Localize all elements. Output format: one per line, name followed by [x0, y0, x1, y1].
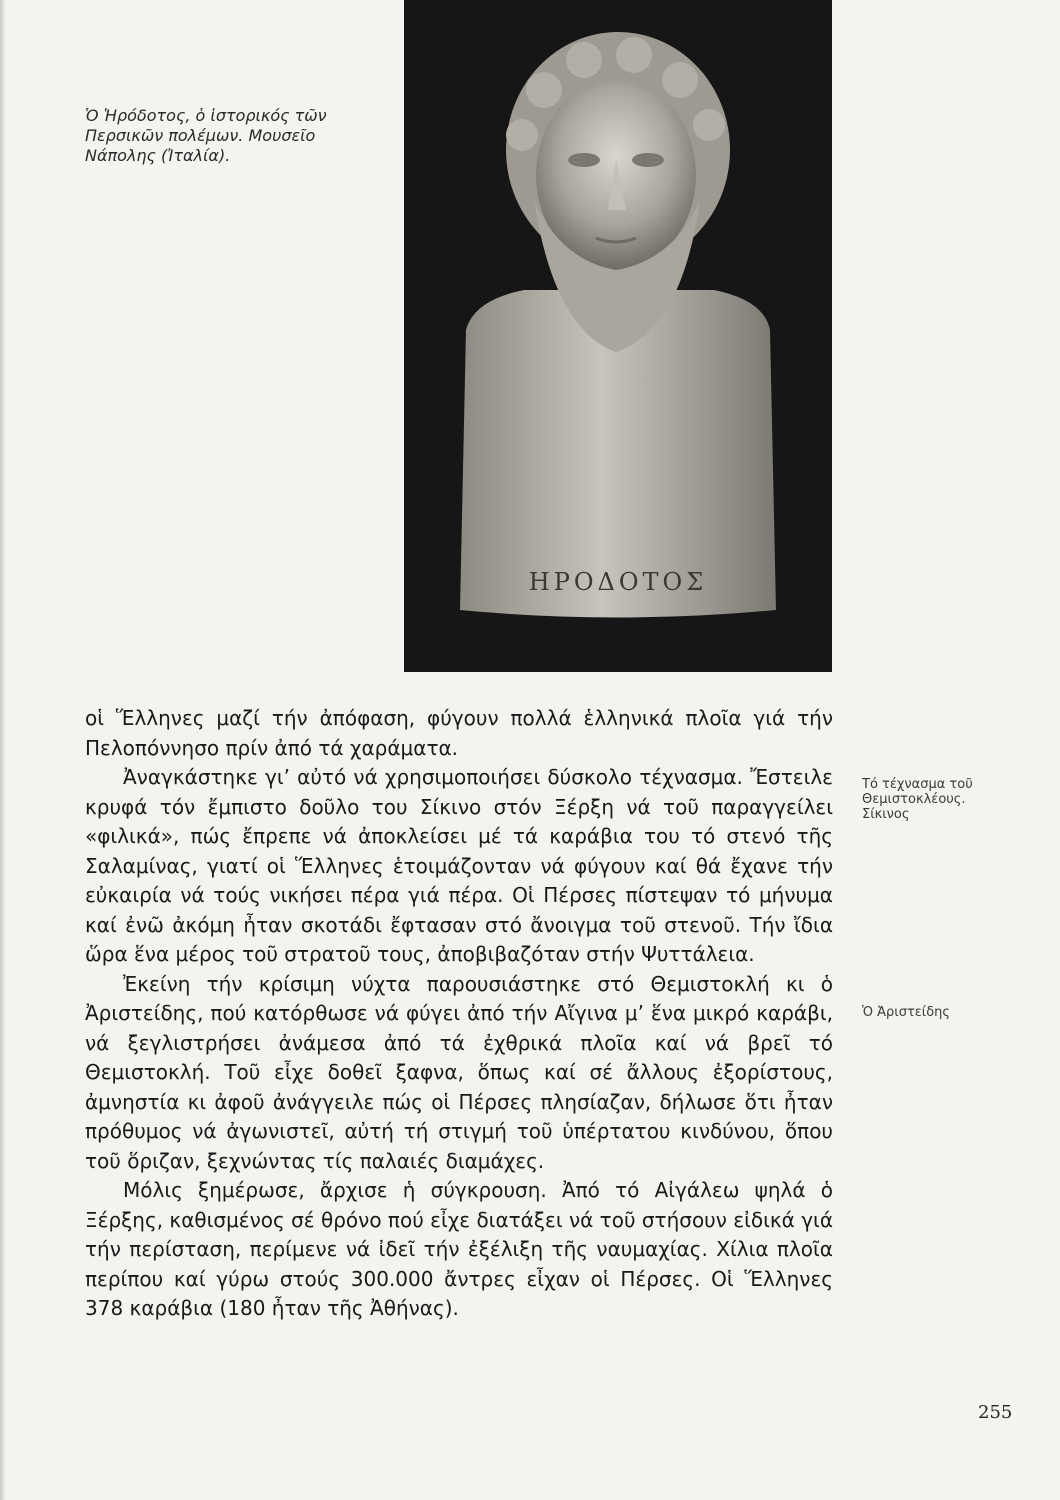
margin-note-sikinos: Τό τέχνασμα τοῦ Θεμιστοκλέους. Σίκινος	[862, 777, 973, 822]
page-spine-shadow	[0, 0, 6, 1500]
paragraph: οἱ Ἕλληνες μαζί τήν ἀπόφαση, φύγουν πολλά ἑλληνικά πλοῖα γιά τήν Πελοπόννησο πρίν ἀπό τά χαράματα.	[85, 706, 833, 760]
body-text	[85, 704, 833, 1324]
bust-illustration	[404, 0, 832, 672]
bust-inscription: ΗΡΟΔΟΤΟΣ	[528, 568, 708, 596]
photo-caption: Ὁ Ἡρόδοτος, ὁ ἱστορικός τῶν Περσικῶν πολέμων. Μουσεῖο Νάπολης (Ἰταλία).	[85, 106, 327, 165]
margin-note-aristeides: Ὁ Ἀριστείδης	[862, 1005, 951, 1020]
herodotus-bust-photo	[404, 0, 832, 672]
page-number: 255	[978, 1402, 1013, 1423]
paragraph: Μόλις ξημέρωσε, ἄρχισε ἡ σύγκρουση. Ἀπό τό Αἰγάλεω ψηλά ὁ Ξέρξης, καθισμένος σέ θρόνο πού εἶχε διατάξει νά τοῦ στήσουν εἰδικά γιά τήν περίσταση, περίμενε νά ἰδεῖ τήν ἐξέλιξη τῆς ναυμαχίας. Χίλια πλοῖα περίπου καί γύρω στούς 300.000 ἄντρες εἶχαν οἱ Πέρσες. Οἱ Ἕλληνες 378 καράβια (180 ἦταν τῆς Ἀθήνας).	[85, 1178, 833, 1320]
paragraph: Ἀναγκάστηκε γι’ αὐτό νά χρησιμοποιήσει δύσκολο τέχνασμα. Ἔστειλε κρυφά τόν ἔμπιστο δοῦλο του Σίκινο στόν Ξέρξη νά τοῦ παραγγείλει «φιλικά», πώς ἔπρεπε νά ἀποκλείσει μέ τά καράβια του τό στενό τῆς Σαλαμίνας, γιατί οἱ Ἕλληνες ἑτοιμάζονταν νά φύγουν καί θά ἔχανε τήν εὐκαιρία νά τούς νικήσει πέρα γιά πέρα. Οἱ Πέρσες πίστεψαν τό μήνυμα καί ἐνῶ ἀκόμη ἦταν σκοτάδι ἔφτασαν στό ἄνοιγμα τοῦ στενοῦ. Τήν ἴδια ὥρα ἕνα μέρος τοῦ στρατοῦ τους, ἀποβιβαζόταν στήν Ψυττάλεια.	[85, 765, 833, 966]
paragraph: Ἐκείνη τήν κρίσιμη νύχτα παρουσιάστηκε στό Θεμιστοκλή κι ὁ Ἀριστείδης, πού κατόρθωσε νά φύγει ἀπό τήν Αἴγινα μ’ ἕνα μικρό καράβι, νά ξεγλιστρήσει ἀνάμεσα ἀπό τά ἐχθρικά πλοῖα καί νά βρεῖ τό Θεμιστοκλή. Τοῦ εἶχε δοθεῖ ξαφνα, ὅπως καί σέ ἄλλους ἐξορίστους, ἀμνηστία κι ἀφοῦ ἀνάγγειλε πώς οἱ Πέρσες πλησίαζαν, δήλωσε ὅτι ἦταν πρόθυμος νά ἀγωνιστεῖ, αὐτή τή στιγμή τοῦ ὑπέρτατου κινδύνου, ὅπου τοῦ ὅριζαν, ξεχνώντας τίς παλαιές διαμάχες.	[85, 971, 833, 1173]
